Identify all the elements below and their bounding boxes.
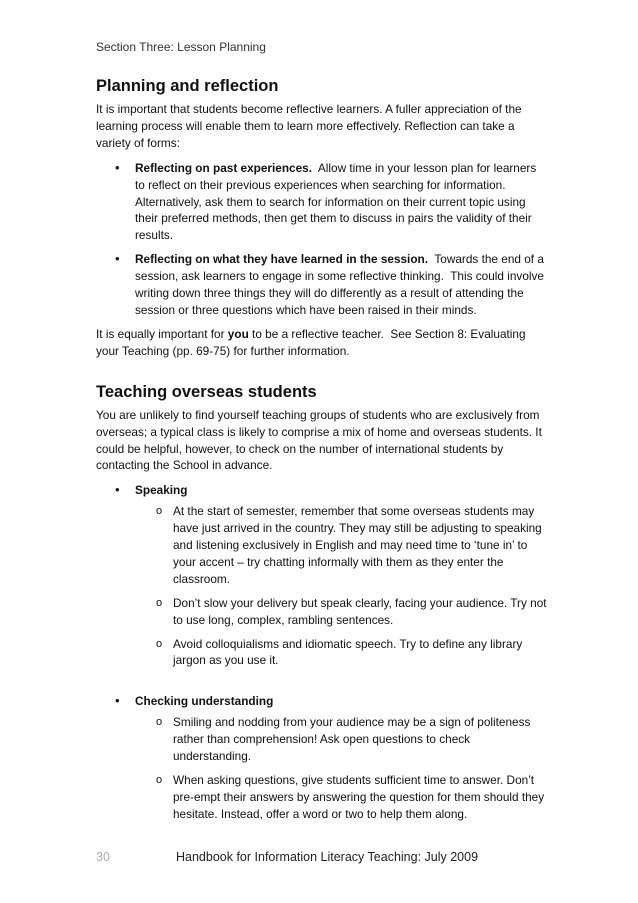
footer-title: Handbook for Information Literacy Teaching: July 2009 <box>176 850 479 864</box>
sub-bullet-icon: o <box>156 774 163 786</box>
closing-text-end: to be a reflective teacher. See Section 8: Evaluating your Teaching (pp. 69-75) for further information. <box>96 326 529 358</box>
page-content <box>96 76 548 830</box>
overseas-intro-paragraph: You are unlikely to find yourself teaching groups of students who are exclusively from overseas; a typical class is likely to comprise a mix of home and overseas students. It could be helpful, however, to check on the number of international students by contacting the School in advance. <box>96 407 542 473</box>
sub-item-text: When asking questions, give students sufficient time to answer. Don’t pre-empt their answers by answering the question for them should they hesitate. Instead, offer a word or two to help them along. <box>173 773 545 821</box>
list-item <box>96 482 548 669</box>
sub-list-item <box>135 714 548 765</box>
sub-list-item <box>135 772 548 823</box>
bullet-icon: • <box>115 159 120 175</box>
intro-paragraph: It is important that students become reflective learners. A fuller appreciation of the learning process will enable them to learn more effectively. Reflection can take a variety of forms: <box>96 102 522 150</box>
bullet-text: Allow time in your lesson plan for learners to reflect on their previous experiences when searching for information. Alternatively, ask them to search for information on their current topic using their preferred methods, then get them to discuss in pairs the validity of their results. <box>135 160 540 243</box>
bullet-icon: • <box>115 251 120 267</box>
list-item <box>96 693 548 822</box>
bullet-lead: Reflecting on what they have learned in the session. <box>135 252 429 267</box>
sub-item-text: Don’t slow your delivery but speak clearly, facing your audience. Try not to use long, complex, rambling sentences. <box>173 595 547 627</box>
overseas-list <box>96 482 548 822</box>
sub-item-text: At the start of semester, remember that some overseas students may have just arrived in the country. They may still be adjusting to speaking and listening exclusively in English and may need time to ‘tune in’ to your accent – try chatting informally with them as they enter the classroom. <box>173 504 542 586</box>
checking-sublist <box>135 714 548 822</box>
sub-item-text: Smiling and nodding from your audience may be a sign of politeness rather than comprehension! Ask open questions to check understanding. <box>173 715 531 764</box>
sub-bullet-icon: o <box>156 637 163 650</box>
closing-emphasis: you <box>227 326 249 341</box>
section-heading-overseas: Teaching overseas students <box>96 382 317 401</box>
page-number: 30 <box>96 850 110 864</box>
sub-bullet-icon: o <box>156 505 163 518</box>
bullet-lead: Reflecting on past experiences. <box>135 160 313 175</box>
group-title-checking: Checking understanding <box>135 694 274 709</box>
closing-paragraph <box>96 326 548 360</box>
closing-text-start: It is equally important for <box>96 326 228 341</box>
bullet-icon: • <box>115 482 120 498</box>
sub-bullet-icon: o <box>156 716 163 729</box>
sub-bullet-icon: o <box>156 596 163 609</box>
group-title-speaking: Speaking <box>135 483 188 498</box>
reflection-list <box>96 160 548 319</box>
running-head: Section Three: Lesson Planning <box>96 40 266 54</box>
speaking-sublist <box>135 503 548 669</box>
section-overseas <box>96 382 548 823</box>
section-heading-planning: Planning and reflection <box>96 77 279 95</box>
sub-list-item <box>135 636 548 670</box>
sub-item-text: Avoid colloquialisms and idiomatic speech. Try to define any library jargon as you use it. <box>173 636 523 668</box>
sub-list-item <box>135 595 548 629</box>
bullet-text: Towards the end of a session, ask learners to engage in some reflective thinking. This could involve writing down three things they will do differently as a result of attending the session or three questions which have been raised in their minds. <box>135 252 548 317</box>
list-item <box>96 251 548 319</box>
sub-list-item <box>135 503 548 588</box>
list-item <box>96 160 548 245</box>
bullet-icon: • <box>115 693 120 709</box>
spacer <box>96 676 548 686</box>
